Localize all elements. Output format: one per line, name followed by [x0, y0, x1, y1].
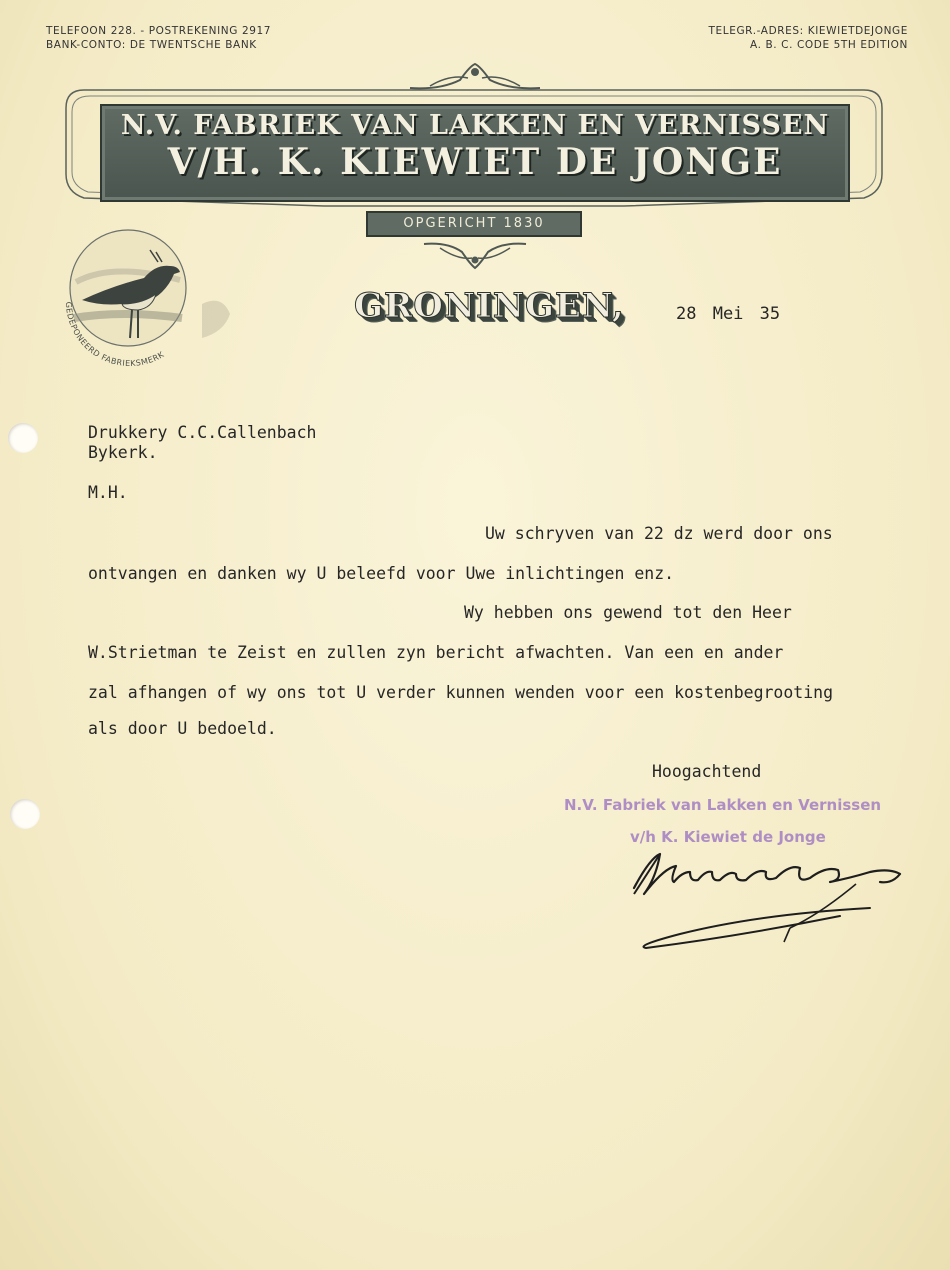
- company-stamp-line1: N.V. Fabriek van Lakken en Vernissen: [564, 796, 882, 814]
- recipient-line1: Drukkery C.C.Callenbach: [88, 423, 317, 442]
- body-line6: als door U bedoeld.: [88, 719, 277, 738]
- company-name-line2: V/H. K. KIEWIET DE JONGE: [167, 141, 783, 183]
- ornament-top-icon: [400, 60, 550, 94]
- body-line1: Uw schryven van 22 dz werd door ons: [485, 524, 833, 543]
- header-contact-left: [46, 24, 271, 52]
- body-line4: W.Strietman te Zeist en zullen zyn bericht afwachten. Van een en ander: [88, 643, 784, 662]
- body-line2: ontvangen en danken wy U beleefd voor Uwe inlichtingen enz.: [88, 564, 675, 583]
- founded-label: OPGERICHT 1830: [366, 211, 582, 237]
- salutation: M.H.: [88, 483, 128, 502]
- header-contact-right: [709, 24, 908, 52]
- punch-hole-bottom: [10, 799, 40, 829]
- body-line5: zal afhangen of wy ons tot U verder kunnen wenden voor een kostenbegrooting: [88, 683, 834, 702]
- phone-postal-line: TELEFOON 228. - POSTREKENING 2917: [46, 25, 272, 37]
- lapwing-trademark-logo: [52, 222, 242, 382]
- company-banner: [100, 104, 850, 202]
- closing: Hoogachtend: [652, 762, 762, 781]
- letter-date: 28 Mei 35: [676, 304, 781, 324]
- telegram-line: TELEGR.-ADRES: KIEWIETDEJONGE: [708, 25, 908, 37]
- code-line: A. B. C. CODE 5TH EDITION: [750, 39, 908, 51]
- recipient-line2: Bykerk.: [88, 443, 158, 462]
- trademark-text: GEDEPONEERD FABRIEKSMERK: [63, 301, 166, 369]
- bank-line: BANK-CONTO: DE TWENTSCHE BANK: [46, 39, 257, 51]
- body-line3: Wy hebben ons gewend tot den Heer: [464, 603, 792, 622]
- ornament-bottom-icon: [418, 238, 532, 272]
- company-name-line1: N.V. FABRIEK VAN LAKKEN EN VERNISSEN: [120, 110, 830, 141]
- company-stamp-line2: v/h K. Kiewiet de Jonge: [630, 828, 826, 846]
- punch-hole-top: [8, 423, 38, 453]
- handwritten-signature: [620, 838, 920, 958]
- city-heading: GRONINGEN,: [354, 286, 625, 326]
